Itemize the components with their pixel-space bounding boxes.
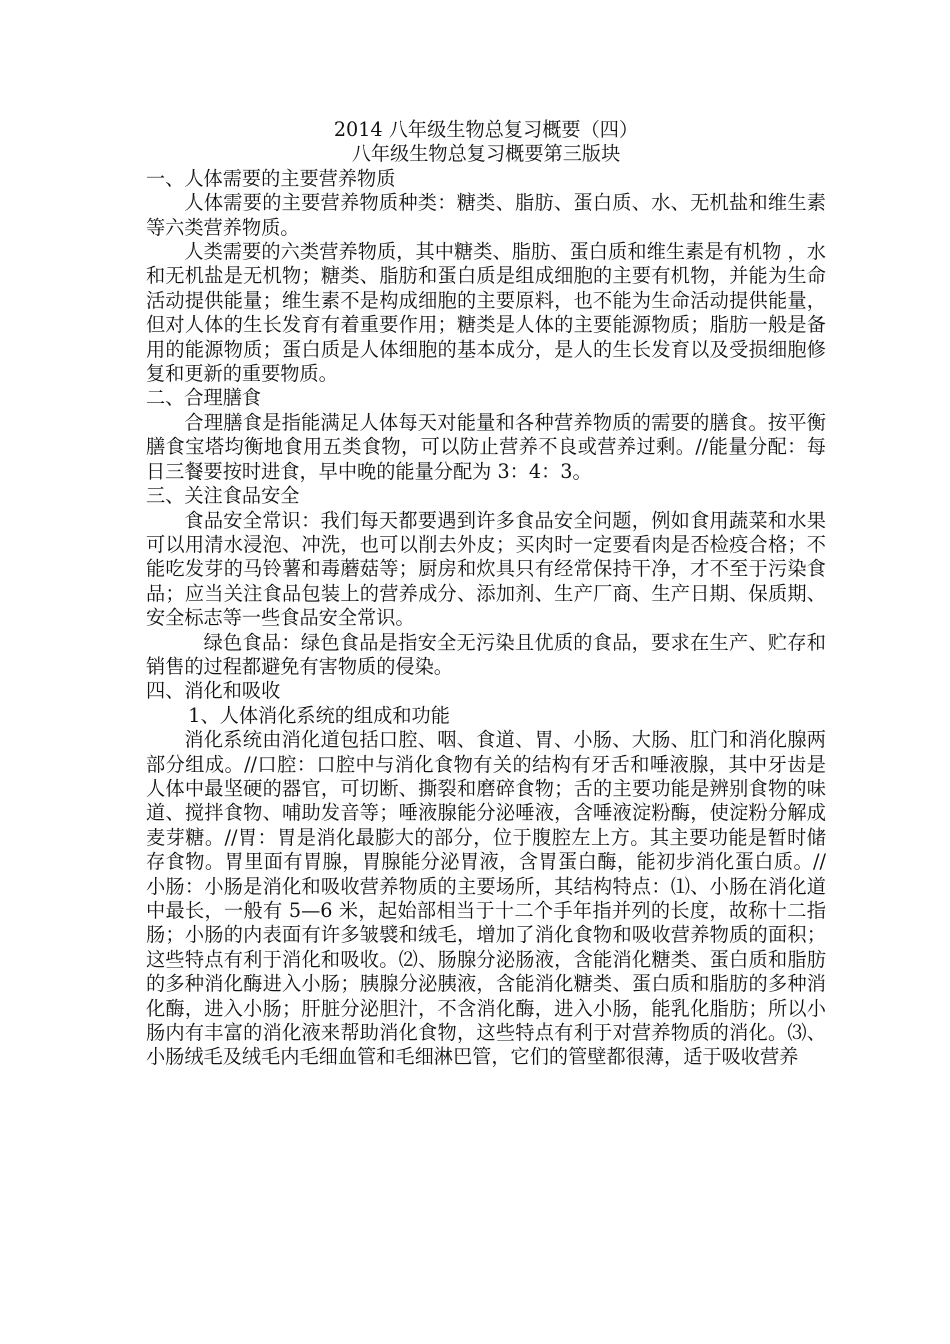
section-heading-nutrients: 一、人体需要的主要营养物质 — [146, 166, 396, 190]
paragraph-food-safety: 食品安全常识：我们每天都要遇到许多食品安全问题，例如食用蔬菜和水果可以用清水浸泡、冲洗，也可以削去外皮；买肉时一定要看肉是否检疫合格；不能吃发芽的马铃薯和毒蘑菇等；厨房和炊具只有经常保持干净，才不至于污染食品；应当关注食品包装上的营养成分、添加剂、生产厂商、生产日期、保质期、安全标志等一些食品安全常识。 — [146, 508, 826, 630]
document-subtitle: 八年级生物总复习概要第三版块 — [351, 142, 621, 166]
paragraph-green-food: 绿色食品：绿色食品是指安全无污染且优质的食品，要求在生产、贮存和销售的过程都避免有害物质的侵染。 — [146, 630, 826, 678]
paragraph-nutrient-types: 人体需要的主要营养物质种类：糖类、脂肪、蛋白质、水、无机盐和维生素等六类营养物质。 — [146, 191, 826, 239]
section-heading-diet: 二、合理膳食 — [146, 386, 262, 410]
document-title: 2014 八年级生物总复习概要（四） — [333, 118, 639, 141]
subheading-digestive-system: 1、人体消化系统的组成和功能 — [188, 703, 450, 727]
paragraph-nutrient-roles: 人类需要的六类营养物质，其中糖类、脂肪、蛋白质和维生素是有机物 ，水和无机盐是无机物；糖类、脂肪和蛋白质是组成细胞的主要有机物，并能为生命活动提供能量；维生素不是构成细胞的主要原料，也不能为生命活动提供能量，但对人体的生长发育有着重要作用；糖类是人体的主要能源物质；脂肪一般是备用的能源物质；蛋白质是人体细胞的基本成分，是人的生长发育以及受损细胞修复和更新的重要物质。 — [146, 240, 826, 386]
paragraph-balanced-diet: 合理膳食是指能满足人体每天对能量和各种营养物质的需要的膳食。按平衡膳食宝塔均衡地食用五类食物，可以防止营养不良或营养过剩。//能量分配：每日三餐要按时进食，早中晚的能量分配为 3：4：3。 — [146, 410, 826, 483]
paragraph-digestive-system: 消化系统由消化道包括口腔、咽、食道、胃、小肠、大肠、肛门和消化腺两部分组成。//口腔：口腔中与消化食物有关的结构有牙舌和唾液腺，其中牙齿是人体中最坚硬的器官，可切断、撕裂和磨碎食物；舌的主要功能是辨别食物的味道、搅拌食物、哺助发音等；唾液腺能分泌唾液，含唾液淀粉酶，使淀粉分解成麦芽糖。//胃：胃是消化最膨大的部分，位于腹腔左上方。其主要功能是暂时储存食物。胃里面有胃腺，胃腺能分泌胃液，含胃蛋白酶，能初步消化蛋白质。//小肠：小肠是消化和吸收营养物质的主要场所，其结构特点：⑴、小肠在消化道中最长，一般有 5—6 米，起始部相当于十二个手年指并列的长度，故称十二指肠；小肠的内表面有许多皱襞和绒毛，增加了消化食物和吸收营养物质的面积；这些特点有利于消化和吸收。⑵、肠腺分泌肠液，含能消化糖类、蛋白质和脂肪的多种消化酶进入小肠；胰腺分泌胰液，含能消化糖类、蛋白质和脂肪的多种消化酶，进入小肠；肝脏分泌胆汁，不含消化酶，进入小肠，能乳化脂肪；所以小肠内有丰富的消化液来帮助消化食物，这些特点有利于对营养物质的消化。⑶、小肠绒毛及绒毛内毛细血管和毛细淋巴管，它们的管壁都很薄，适于吸收营养 — [146, 728, 826, 1069]
document-page — [146, 118, 826, 1070]
section-heading-food-safety: 三、关注食品安全 — [146, 484, 300, 508]
section-heading-digestion: 四、消化和吸收 — [146, 679, 281, 703]
